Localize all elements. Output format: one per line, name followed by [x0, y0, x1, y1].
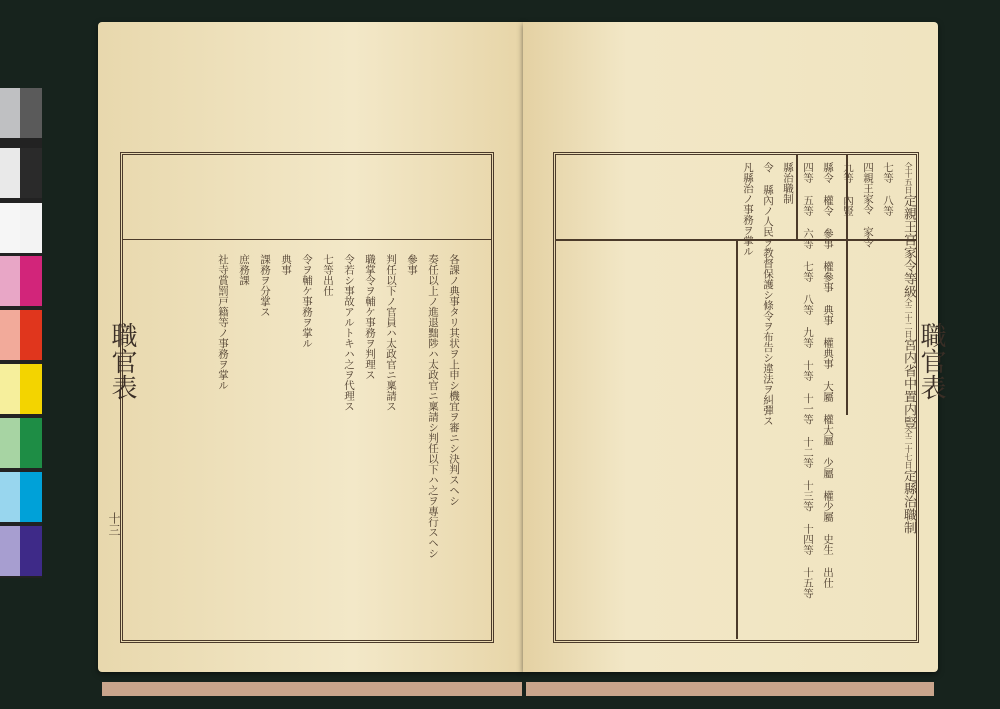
text-column: 社寺賞罰戸籍等ノ事務ヲ掌ル — [217, 254, 229, 391]
header-row — [898, 162, 918, 632]
swatch-gray — [0, 88, 20, 138]
table-row: 縣治職制 — [782, 162, 794, 204]
swatch-green — [20, 418, 42, 468]
left-page — [98, 22, 523, 672]
text-column: 課務ヲ分掌ス — [259, 254, 271, 317]
color-calibration-card — [0, 88, 42, 578]
swatch-light-cyan — [0, 472, 20, 522]
swatch-violet — [20, 526, 42, 576]
table-header: 宮内省中置内豎 — [901, 338, 916, 429]
swatch-light-green — [0, 418, 20, 468]
table-header: 定親王宮家令等級 — [901, 194, 916, 298]
right-page — [523, 22, 946, 672]
open-book — [98, 22, 946, 684]
text-column: 職掌令ヲ輔ケ事務ヲ判理ス — [364, 254, 376, 380]
swatch-white-3 — [20, 203, 42, 253]
table-header: 定縣治職制 — [901, 469, 916, 534]
right-page-text — [563, 162, 918, 632]
text-column: 判任以下ノ官員ハ太政官ニ稟請ス — [385, 254, 397, 412]
swatch-salmon — [0, 310, 20, 360]
frame-header-rule — [123, 239, 491, 240]
swatch-dark-gray — [20, 88, 42, 138]
date-label: 仝二十七日 — [904, 429, 913, 469]
swatch-black — [20, 148, 42, 198]
page-edge-left — [102, 682, 522, 696]
table-row: 縣令 權令 參事 權參事 典事 權典事 大屬 權大屬 少屬 權少屬 史生 出仕 — [822, 162, 834, 588]
table-row: 四親王家令 家令 — [862, 162, 874, 248]
swatch-white-2 — [0, 203, 20, 253]
swatch-red — [20, 310, 42, 360]
swatch-lavender — [0, 526, 20, 576]
table-row: 四等 五等 六等 七等 八等 九等 十等 十一等 十二等 十三等 十四等 十五等 — [802, 162, 814, 599]
swatch-light-yellow — [0, 364, 20, 414]
text-column: 典事 — [280, 254, 292, 275]
text-column: 各課ノ典事タリ其状ヲ上申シ機宜ヲ審ニシ決判スヘシ — [448, 254, 460, 506]
table-row: 凡縣治ノ事務ヲ掌ル — [742, 162, 754, 257]
swatch-cyan — [20, 472, 42, 522]
text-column: 令若シ事故アルトキハ之ヲ代理ス — [343, 254, 355, 412]
left-page-text — [158, 254, 464, 614]
date-label: 仝十五日 — [904, 162, 913, 194]
page-folio: 十三 — [107, 512, 121, 536]
text-column: 參事 — [406, 254, 418, 275]
table-row: 七等 八等 — [882, 162, 894, 216]
right-side-title: 職官表 — [916, 322, 946, 400]
swatch-white — [0, 148, 20, 198]
date-label: 仝二十二日 — [904, 298, 913, 338]
swatch-pink — [0, 256, 20, 306]
swatch-magenta — [20, 256, 42, 306]
page-edge-right — [526, 682, 934, 696]
text-column: 令ヲ輔ケ事務ヲ掌ル — [301, 254, 313, 349]
left-side-title: 職官表 — [107, 322, 137, 400]
text-column: 奏任以上ノ進退黜陟ハ太政官ニ稟請シ判任以下ハ之ヲ專行スヘシ — [427, 254, 439, 559]
text-column: 七等出仕 — [322, 254, 334, 296]
text-column: 庶務課 — [238, 254, 250, 286]
table-row: 令 縣內ノ人民ヲ教督保護シ條令ヲ布告シ違法ヲ糾彈ス — [762, 162, 774, 426]
swatch-yellow — [20, 364, 42, 414]
table-row: 九等 內豎 — [842, 162, 854, 216]
